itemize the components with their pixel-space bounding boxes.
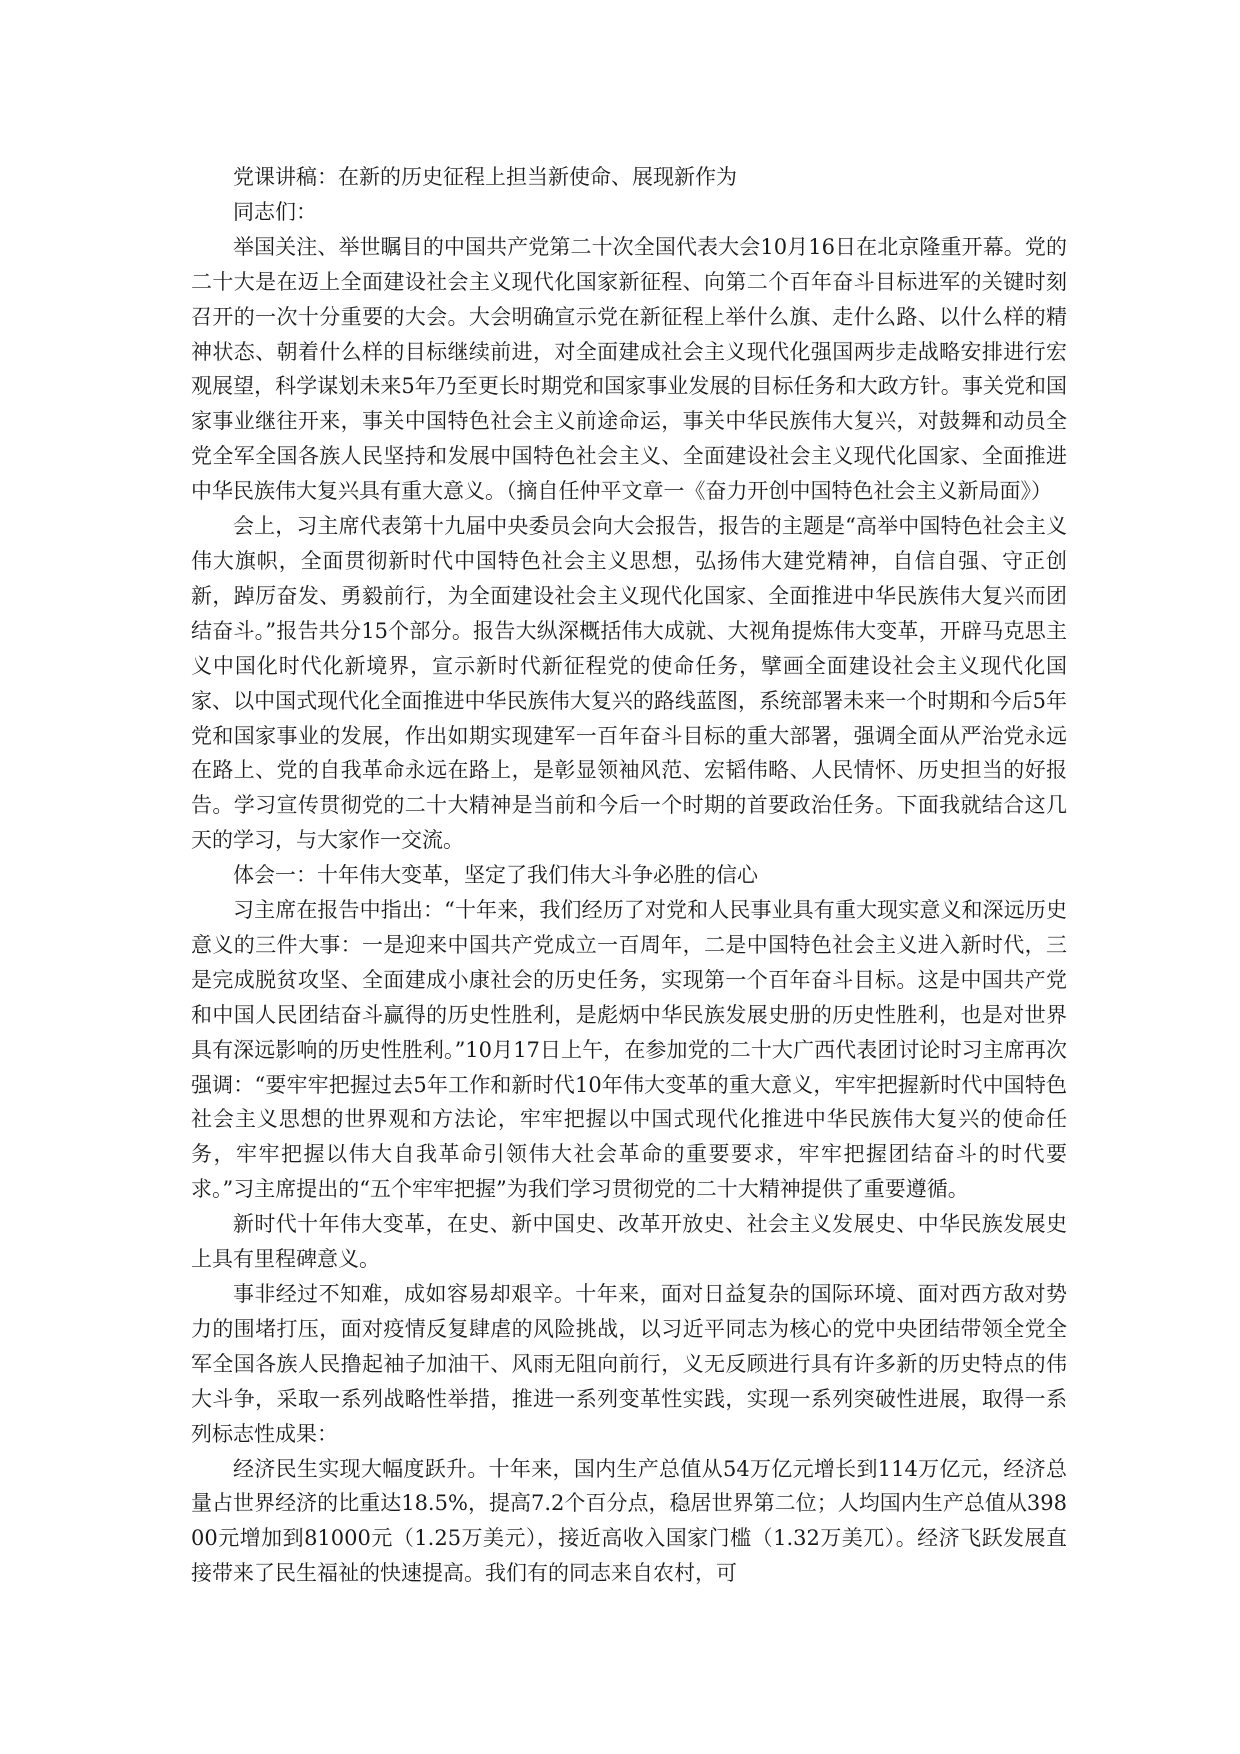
paragraph: 新时代十年伟大变革，在史、新中国史、改革开放史、社会主义发展史、中华民族发展史上具有里程碑意义。 <box>191 1212 1067 1272</box>
salutation: 同志们： <box>233 199 317 224</box>
document-title: 党课讲稿：在新的历史征程上担当新使命、展现新作为 <box>233 165 737 189</box>
paragraph: 事非经过不知难，成如容易却艰辛。十年来，面对日益复杂的国际环境、面对西方敌对势力的围堵打压，面对疫情反复肆虐的风险挑战，以习近平同志为核心的党中央团结带领全党全军全国各族人民撸起袖子加油干、风雨无阻向前行，义无反顾进行具有许多新的历史特点的伟大斗争，采取一系列战略性举措，推进一系列变革性实践，实现一系列突破性进展，取得一系列标志性成果： <box>191 1282 1067 1446</box>
document-body <box>191 160 1067 1591</box>
paragraph: 会上，习主席代表第十九届中央委员会向大会报告，报告的主题是“高举中国特色社会主义伟大旗帜，全面贯彻新时代中国特色社会主义思想，弘扬伟大建党精神，自信自强、守正创新，踔厉奋发、勇毅前行，为全面建设社会主义现代化国家、全面推进中华民族伟大复兴而团结奋斗。”报告共分15个部分。报告大纵深概括伟大成就、大视角提炼伟大变革，开辟马克思主义中国化时代化新境界，宣示新时代新征程党的使命任务，擘画全面建设社会主义现代化国家、以中国式现代化全面推进中华民族伟大复兴的路线蓝图，系统部署未来一个时期和今后5年党和国家事业的发展，作出如期实现建军一百年奋斗目标的重大部署，强调全面从严治党永远在路上、党的自我革命永远在路上，是彰显领袖风范、宏韬伟略、人民情怀、历史担当的好报告。学习宣传贯彻党的二十大精神是当前和今后一个时期的首要政治任务。下面我就结合这几天的学习，与大家作一交流。 <box>191 514 1067 853</box>
paragraph: 习主席在报告中指出：“十年来，我们经历了对党和人民事业具有重大现实意义和深远历史意义的三件大事：一是迎来中国共产党成立一百周年，二是中国特色社会主义进入新时代，三是完成脱贫攻坚、全面建成小康社会的历史任务，实现第一个百年奋斗目标。这是中国共产党和中国人民团结奋斗赢得的历史性胜利，是彪炳中华民族发展史册的历史性胜利，也是对世界具有深远影响的历史性胜利。”10月17日上午，在参加党的二十大广西代表团讨论时习主席再次强调：“要牢牢把握过去5年工作和新时代10年伟大变革的重大意义，牢牢把握新时代中国特色社会主义思想的世界观和方法论，牢牢把握以中国式现代化推进中华民族伟大复兴的使命任务，牢牢把握以伟大自我革命引领伟大社会革命的重要要求，牢牢把握团结奋斗的时代要求。”习主席提出的“五个牢牢把握”为我们学习贯彻党的二十大精神提供了重要遵循。 <box>191 898 1067 1202</box>
section-heading: 体会一：十年伟大变革，坚定了我们伟大斗争必胜的信心 <box>233 863 758 888</box>
paragraph: 举国关注、举世瞩目的中国共产党第二十次全国代表大会10月16日在北京隆重开幕。党的二十大是在迈上全面建设社会主义现代化国家新征程、向第二个百年奋斗目标进军的关键时刻召开的一次十分重要的大会。大会明确宣示党在新征程上举什么旗、走什么路、以什么样的精神状态、朝着什么样的目标继续前进，对全面建成社会主义现代化强国两步走战略安排进行宏观展望，科学谋划未来5年乃至更长时期党和国家事业发展的目标任务和大政方针。事关党和国家事业继往开来，事关中国特色社会主义前途命运，事关中华民族伟大复兴，对鼓舞和动员全党全军全国各族人民坚持和发展中国特色社会主义、全面建设社会主义现代化国家、全面推进中华民族伟大复兴具有重大意义。（摘自任仲平文章一《奋力开创中国特色社会主义新局面》） <box>191 234 1067 504</box>
paragraph: 经济民生实现大幅度跃升。十年来，国内生产总值从54万亿元增长到114万亿元，经济总量占世界经济的比重达18.5%，提高7.2个百分点，稳居世界第二位；人均国内生产总值从39800元增加到81000元（1.25万美元），接近高收入国家门槛（1.32万美兀）。经济飞跃发展直接带来了民生福祉的快速提高。我们有的同志来自农村，可 <box>191 1456 1067 1586</box>
